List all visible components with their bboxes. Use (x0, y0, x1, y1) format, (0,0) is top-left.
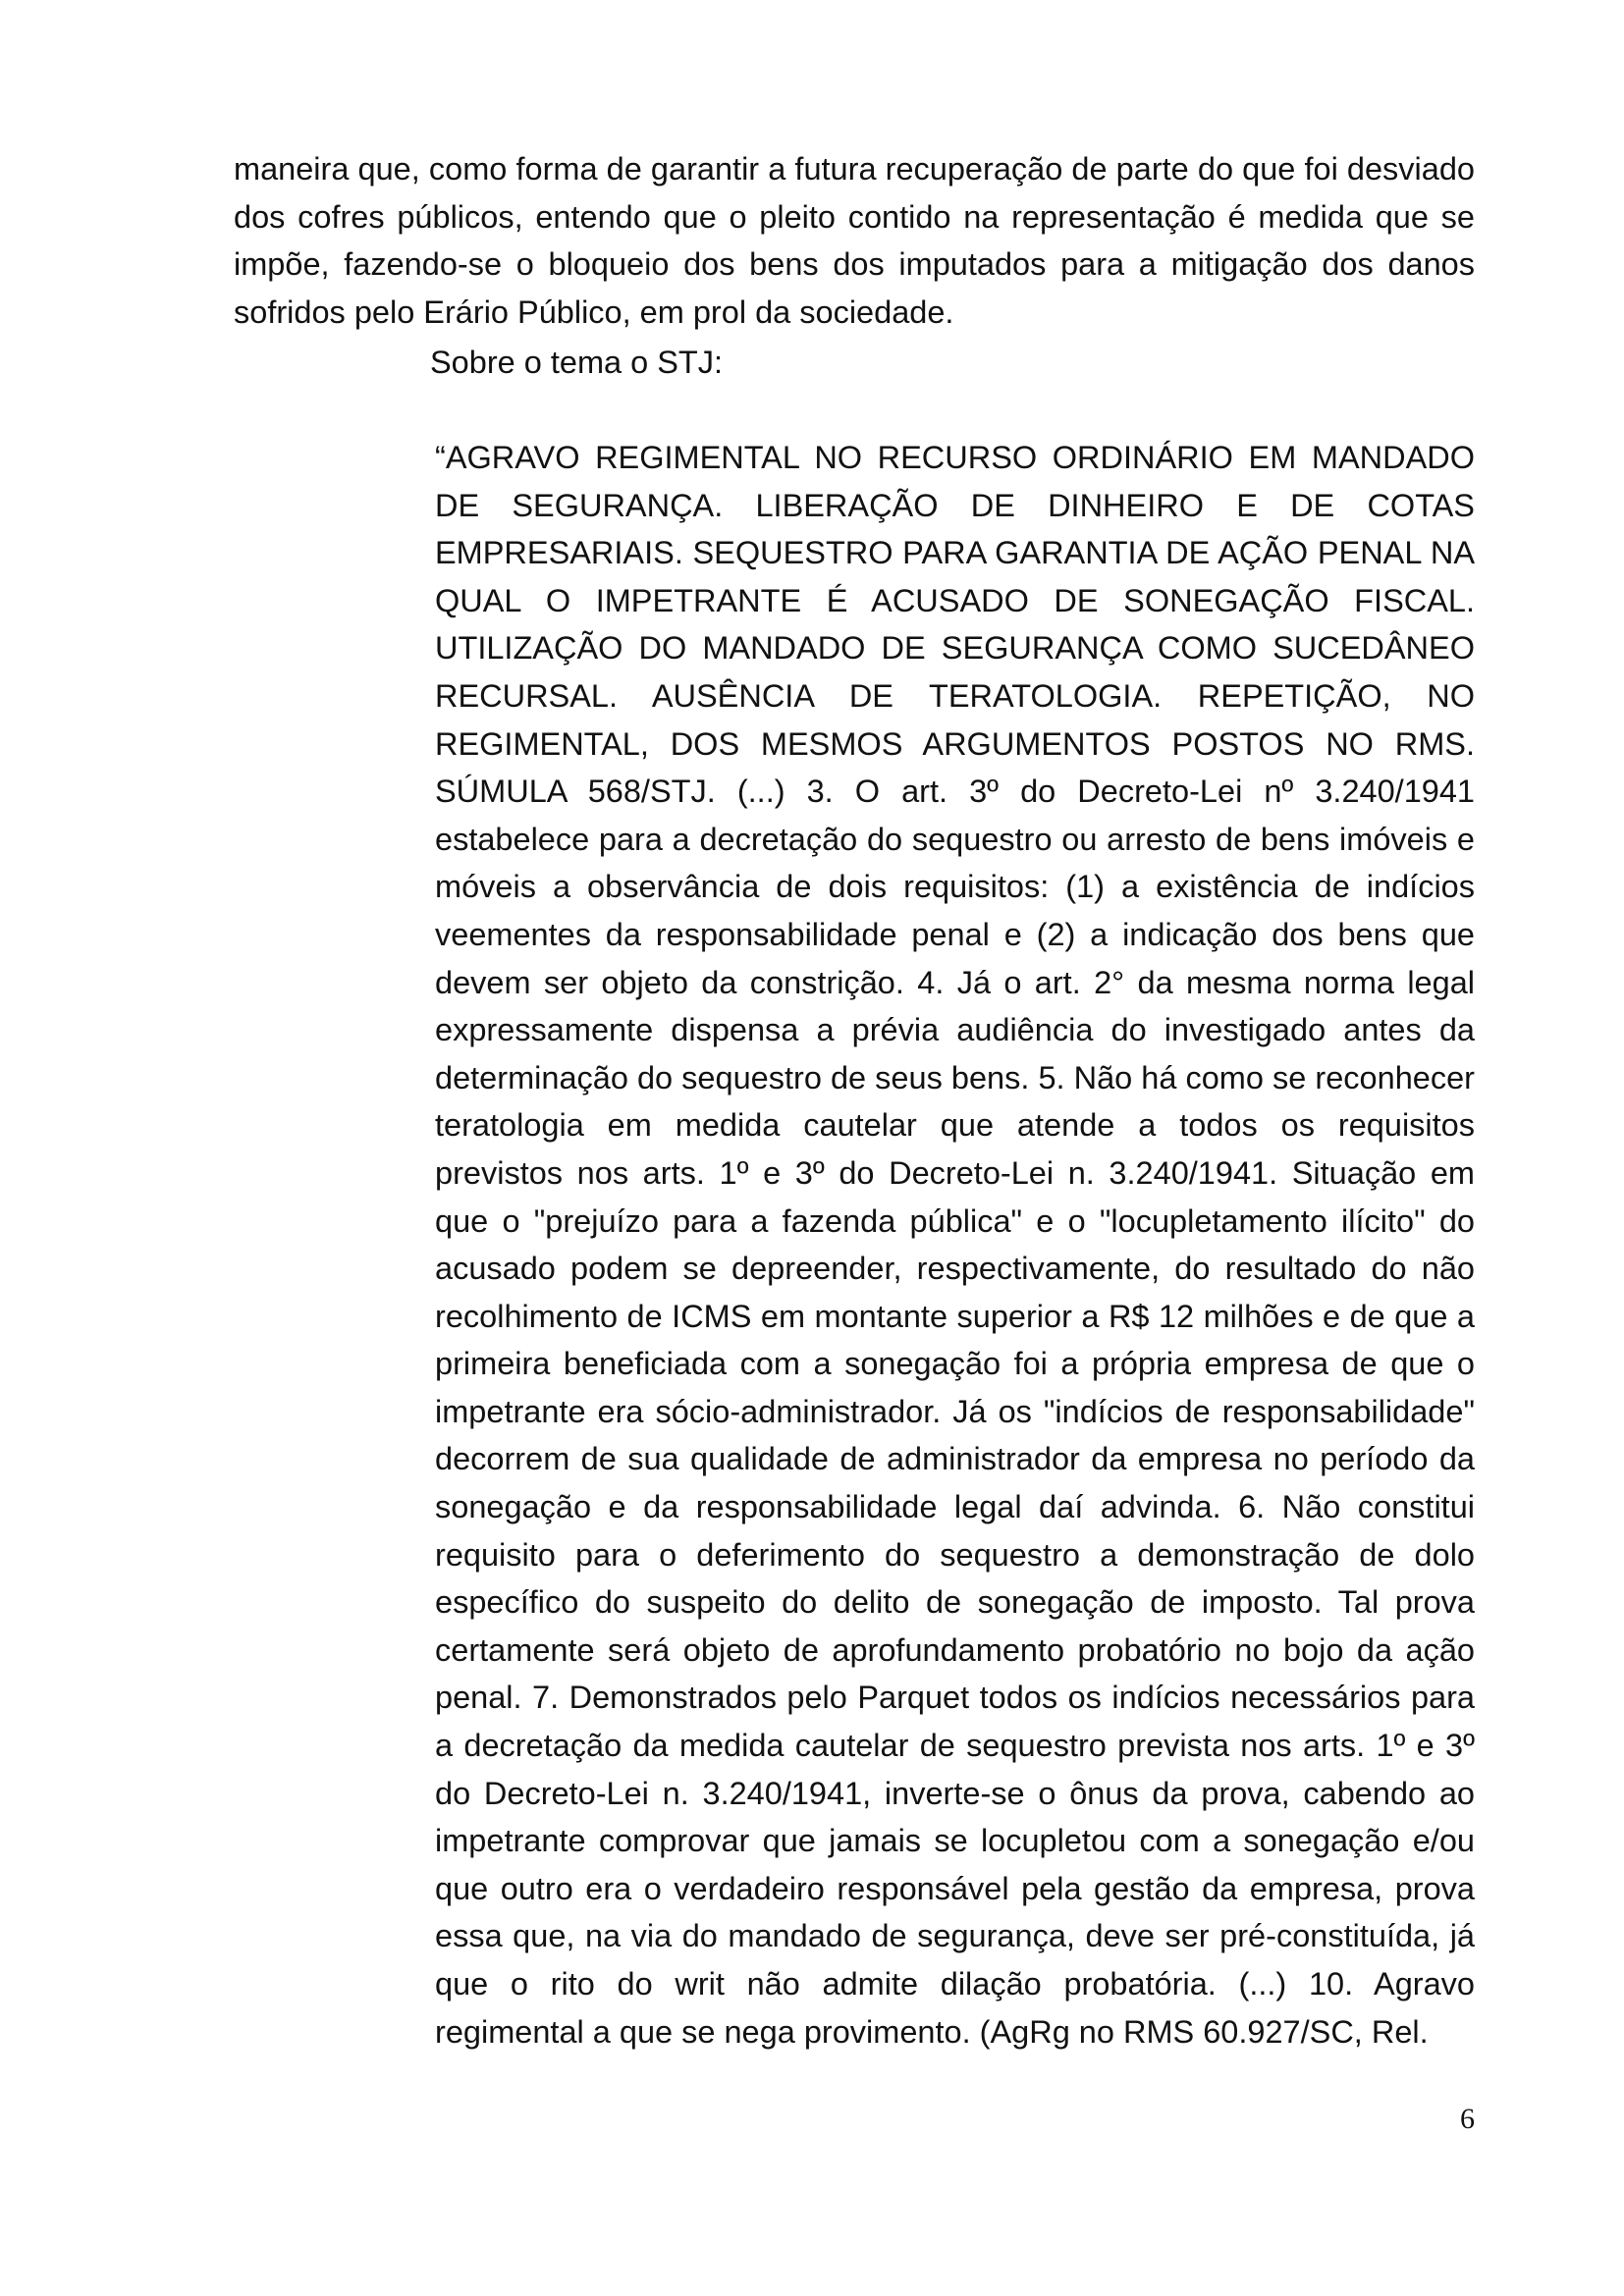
body-paragraph: maneira que, como forma de garantir a futura recuperação de parte do que foi desviado dos cofres públicos, entendo que o pleito contido na representação é medida que se impõe, fazendo-se o bloqueio dos bens dos imputados para a mitigação dos danos sofridos pelo Erário Público, em prol da sociedade. (234, 151, 1475, 330)
citation-intro: Sobre o tema o STJ: (430, 345, 724, 380)
page-number: 6 (1460, 2103, 1475, 2135)
jurisprudence-quote: “AGRAVO REGIMENTAL NO RECURSO ORDINÁRIO EM MANDADO DE SEGURANÇA. LIBERAÇÃO DE DINHEIRO E DE COTAS EMPRESARIAIS. SEQUESTRO PARA GARANTIA DE AÇÃO PENAL NA QUAL O IMPETRANTE É ACUSADO DE SONEGAÇÃO FISCAL. UTILIZAÇÃO DO MANDADO DE SEGURANÇA COMO SUCEDÂNEO RECURSAL. AUSÊNCIA DE TERATOLOGIA. REPETIÇÃO, NO REGIMENTAL, DOS MESMOS ARGUMENTOS POSTOS NO RMS. SÚMULA 568/STJ. (...) 3. O art. 3º do Decreto-Lei nº 3.240/1941 estabelece para a decretação do sequestro ou arresto de bens imóveis e móveis a observância de dois requisitos: (1) a existência de indícios veementes da responsabilidade penal e (2) a indicação dos bens que devem ser objeto da constrição. 4. Já o art. 2° da mesma norma legal expressamente dispensa a prévia audiência do investigado antes da determinação do sequestro de seus bens. 5. Não há como se reconhecer teratologia em medida cautelar que atende a todos os requisitos previstos nos arts. 1º e 3º do Decreto-Lei n. 3.240/1941. Situação em que o "prejuízo para a fazenda pública" e o "locupletamento ilícito" do acusado podem se depreender, respectivamente, do resultado do não recolhimento de ICMS em montante superior a R$ 12 milhões e de que a primeira beneficiada com a sonegação foi a própria empresa de que o impetrante era sócio-administrador. Já os "indícios de responsabilidade" decorrem de sua qualidade de administrador da empresa no período da sonegação e da responsabilidade legal daí advinda. 6. Não constitui requisito para o deferimento do sequestro a demonstração de dolo específico do suspeito do delito de sonegação de imposto. Tal prova certamente será objeto de aprofundamento probatório no bojo da ação penal. 7. Demonstrados pelo Parquet todos os indícios necessários para a decretação da medida cautelar de sequestro prevista nos arts. 1º e 3º do Decreto-Lei n. 3.240/1941, inverte-se o ônus da prova, cabendo ao impetrante comprovar que jamais se locupletou com a sonegação e/ou que outro era o verdadeiro responsável pela gestão da empresa, prova essa que, na via do mandado de segurança, deve ser pré-constituída, já que o rito do writ não admite dilação probatória. (...) 10. Agravo regimental a que se nega provimento. (AgRg no RMS 60.927/SC, Rel. (435, 440, 1475, 2050)
